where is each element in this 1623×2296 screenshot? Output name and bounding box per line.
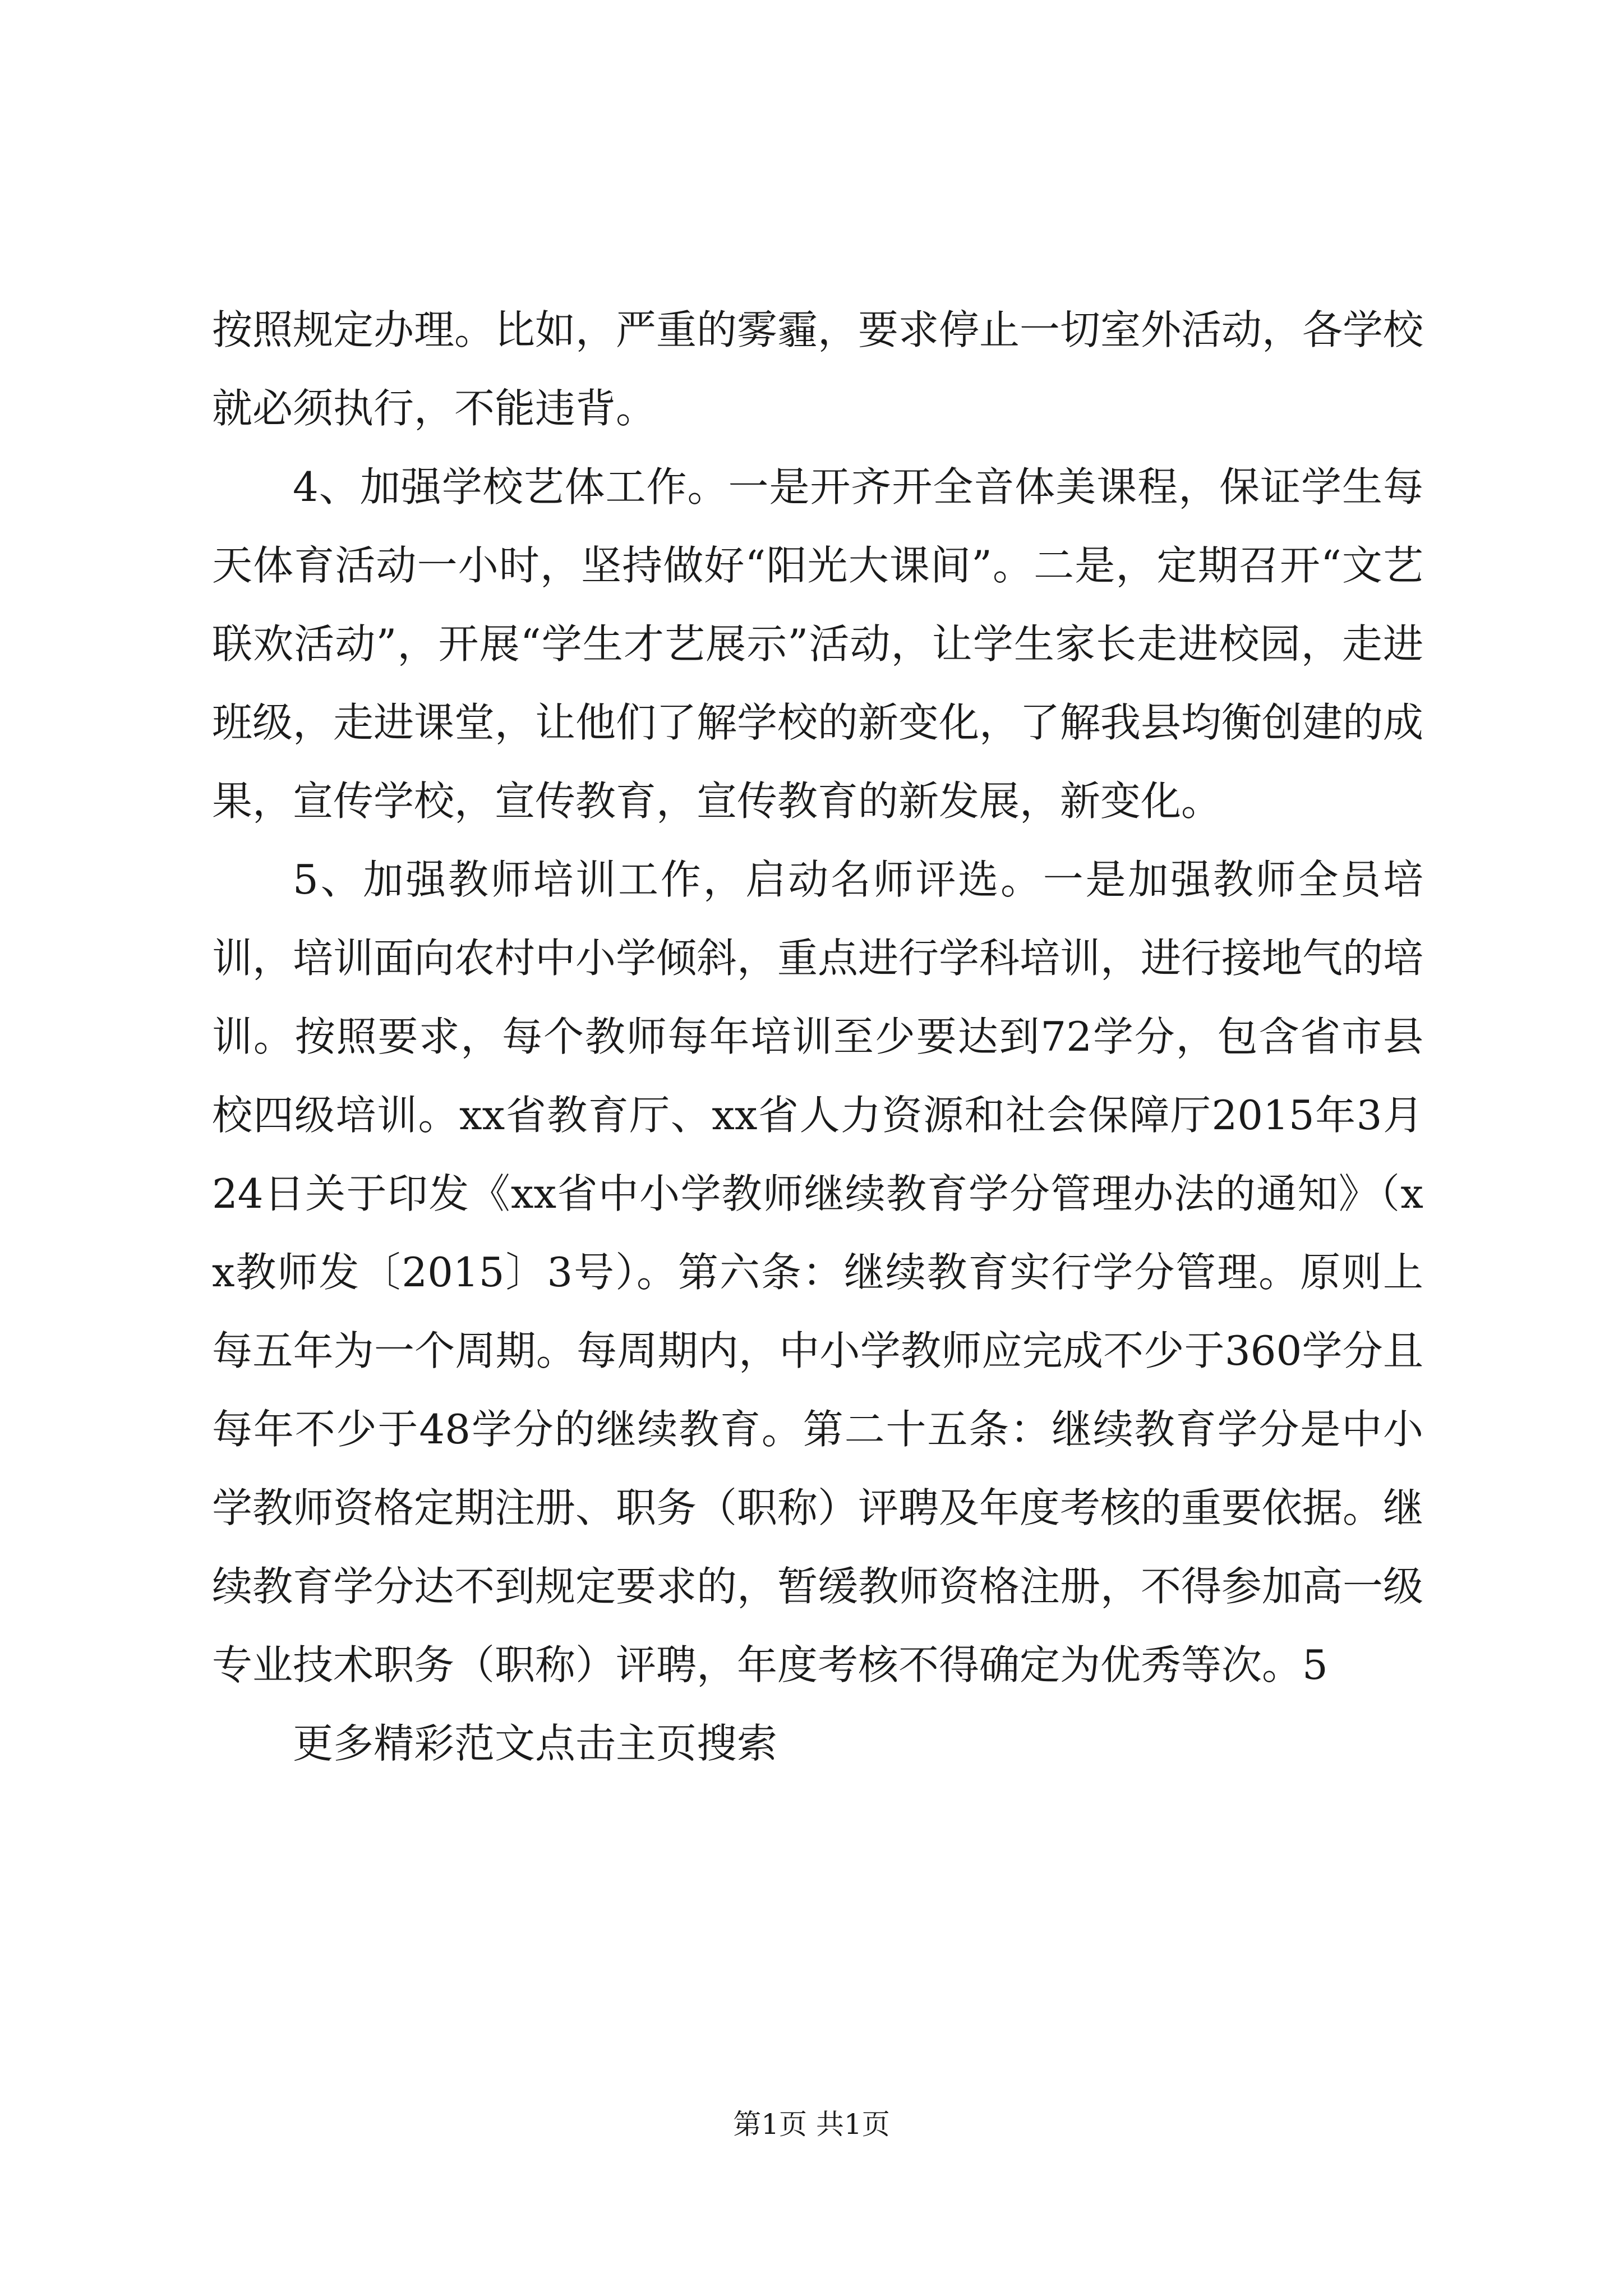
- page-number-indicator: 第1页 共1页: [733, 2108, 890, 2141]
- document-body: [212, 291, 1423, 1783]
- paragraph-3: 5、加强教师培训工作，启动名师评选。一是加强教师全员培训，培训面向农村中小学倾斜，重点进行学科培训，进行接地气的培训。按照要求，每个教师每年培训至少要达到72学分，包含省市县校四级培训。xx省教育厅、xx省人力资源和社会保障厅2015年3月24日关于印发《xx省中小学教师继续教育学分管理办法的通知》（xx教师发〔2015〕3号）。第六条：继续教育实行学分管理。原则上每五年为一个周期。每周期内，中小学教师应完成不少于360学分且每年不少于48学分的继续教育。第二十五条：继续教育学分是中小学教师资格定期注册、职务（职称）评聘及年度考核的重要依据。继续教育学分达不到规定要求的，暂缓教师资格注册，不得参加高一级专业技术职务（职称）评聘，年度考核不得确定为优秀等次。5: [212, 856, 1424, 1688]
- more-essays-link[interactable]: 更多精彩范文点击主页搜索: [293, 1720, 778, 1767]
- paragraph-1: 按照规定办理。比如，严重的雾霾，要求停止一切室外活动，各学校就必须执行，不能违背。: [212, 306, 1424, 432]
- paragraph-2: 4、加强学校艺体工作。一是开齐开全音体美课程，保证学生每天体育活动一小时，坚持做好“阳光大课间”。二是，定期召开“文艺联欢活动”，开展“学生才艺展示”活动，让学生家长走进校园，走进班级，走进课堂，让他们了解学校的新变化，了解我县均衡创建的成果，宣传学校，宣传教育，宣传教育的新发展，新变化。: [212, 463, 1424, 825]
